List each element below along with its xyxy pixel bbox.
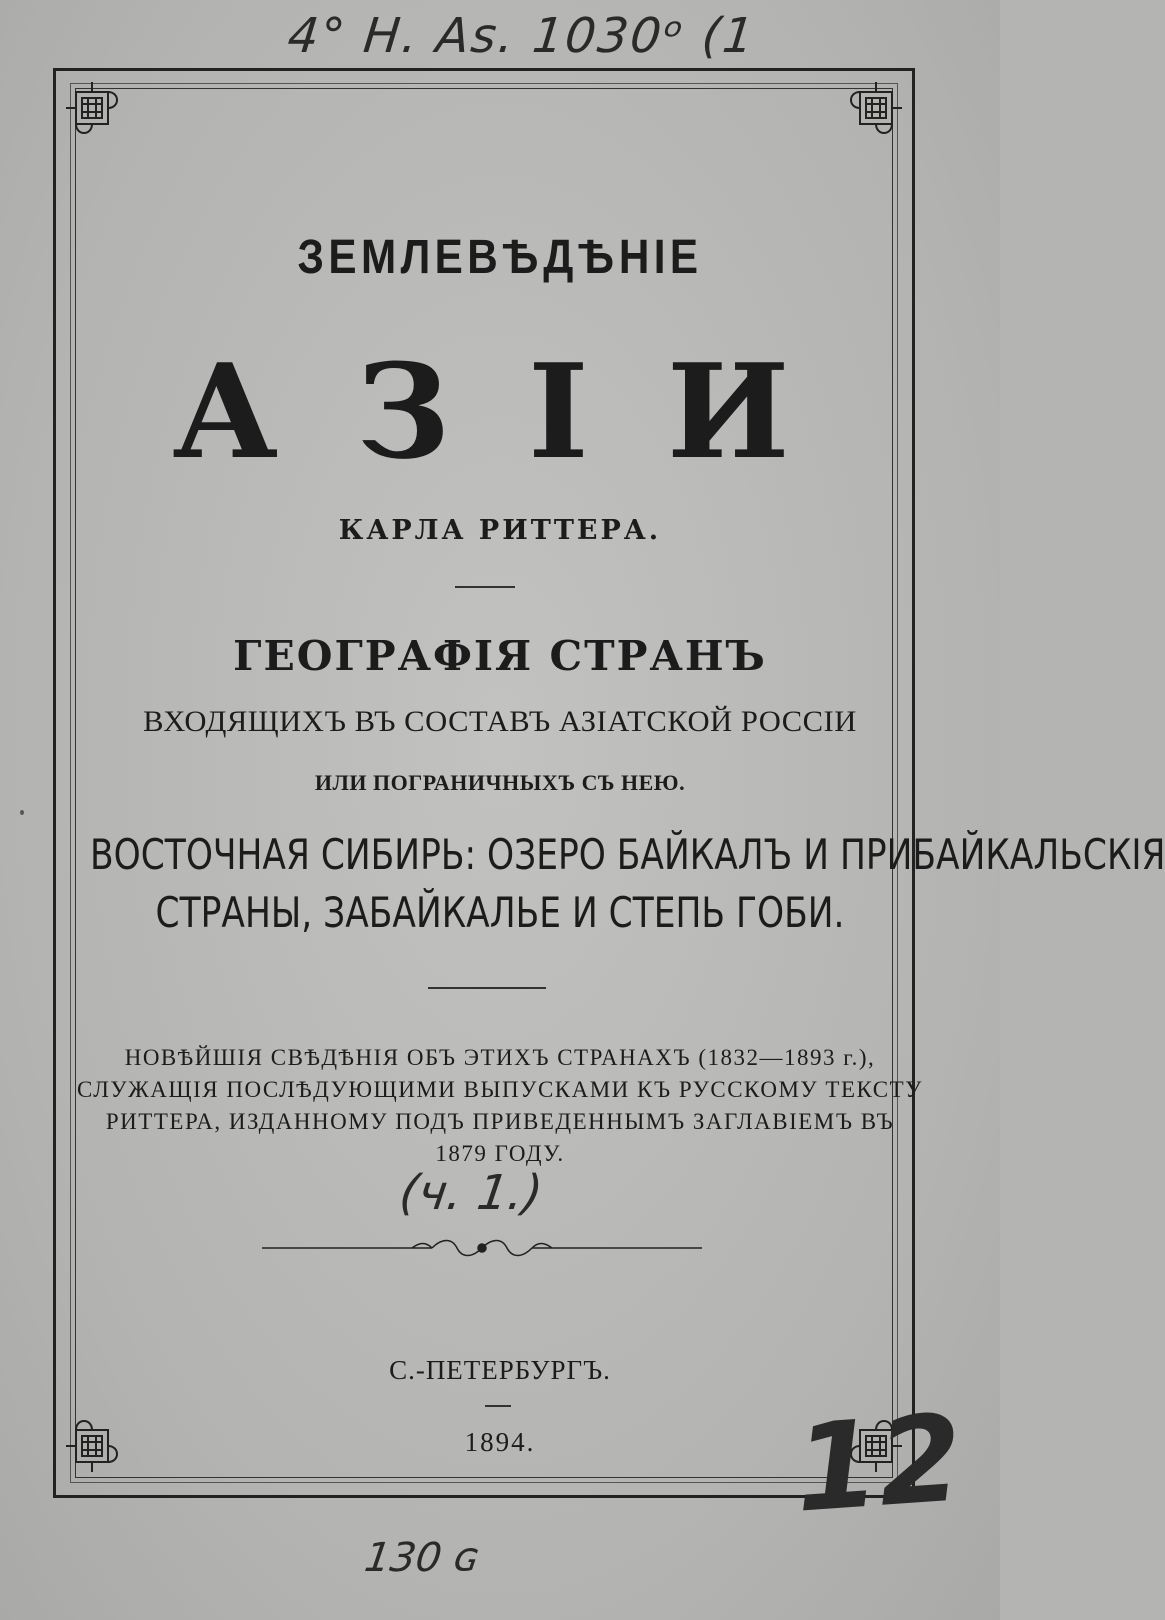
subtitle-line-1: ВХОДЯЩИХЪ ВЪ СОСТАВЪ АЗІАТСКОЙ РОССІИ: [143, 705, 857, 738]
handwritten-number-bottom: 130 ɢ: [361, 1535, 483, 1581]
region-line-1: ВОСТОЧНАЯ СИБИРЬ: ОЗЕРО БАЙКАЛЪ И ПРИБАЙКАЛЬСКІЯ: [90, 830, 1165, 879]
author-line: КАРЛА РИТТЕРА.: [338, 515, 662, 546]
note-line-3: РИТТЕРА, ИЗДАННОМУ ПОДЪ ПРИВЕДЕННЫМЪ ЗАГЛАВІЕМЪ ВЪ: [105, 1109, 895, 1134]
divider-rule: [485, 1405, 511, 1407]
subtitle-line-2: ИЛИ ПОГРАНИЧНЫХЪ СЪ НЕЮ.: [314, 770, 686, 795]
imprint-year: 1894.: [464, 1427, 536, 1457]
paper-spot: [20, 810, 24, 815]
note-line-1: НОВѢЙШІЯ СВѢДѢНІЯ ОБЪ ЭТИХЪ СТРАНАХЪ (1832—1893 г.),: [124, 1045, 876, 1070]
handwritten-number-right: 12: [790, 1389, 967, 1540]
imprint-city: С.-ПЕТЕРБУРГЪ.: [389, 1355, 611, 1385]
corner-ornament-icon: [62, 78, 130, 146]
note-line-2: СЛУЖАЩІЯ ПОСЛѢДУЮЩИМИ ВЫПУСКАМИ КЪ РУССКОМУ ТЕКСТУ: [77, 1077, 923, 1102]
title-line-1: ЗЕМЛЕВѢДѢНІЕ: [297, 231, 703, 284]
handwritten-volume-mark: (ч. 1.): [396, 1165, 547, 1221]
handwritten-shelfmark: 4° H. As. 1030ᵒ (1: [285, 8, 759, 64]
divider-rule: [428, 987, 546, 989]
title-line-2: АЗІИ: [172, 335, 868, 488]
ornamental-rule-icon: [262, 1233, 702, 1263]
note-line-4: 1879 ГОДУ.: [435, 1141, 565, 1166]
corner-ornament-icon: [838, 78, 906, 146]
divider-rule: [455, 586, 515, 588]
region-line-2: СТРАНЫ, ЗАБАЙКАЛЬЕ И СТЕПЬ ГОБИ.: [155, 888, 845, 937]
subtitle-heading: ГЕОГРАФІЯ СТРАНЪ: [233, 632, 767, 680]
